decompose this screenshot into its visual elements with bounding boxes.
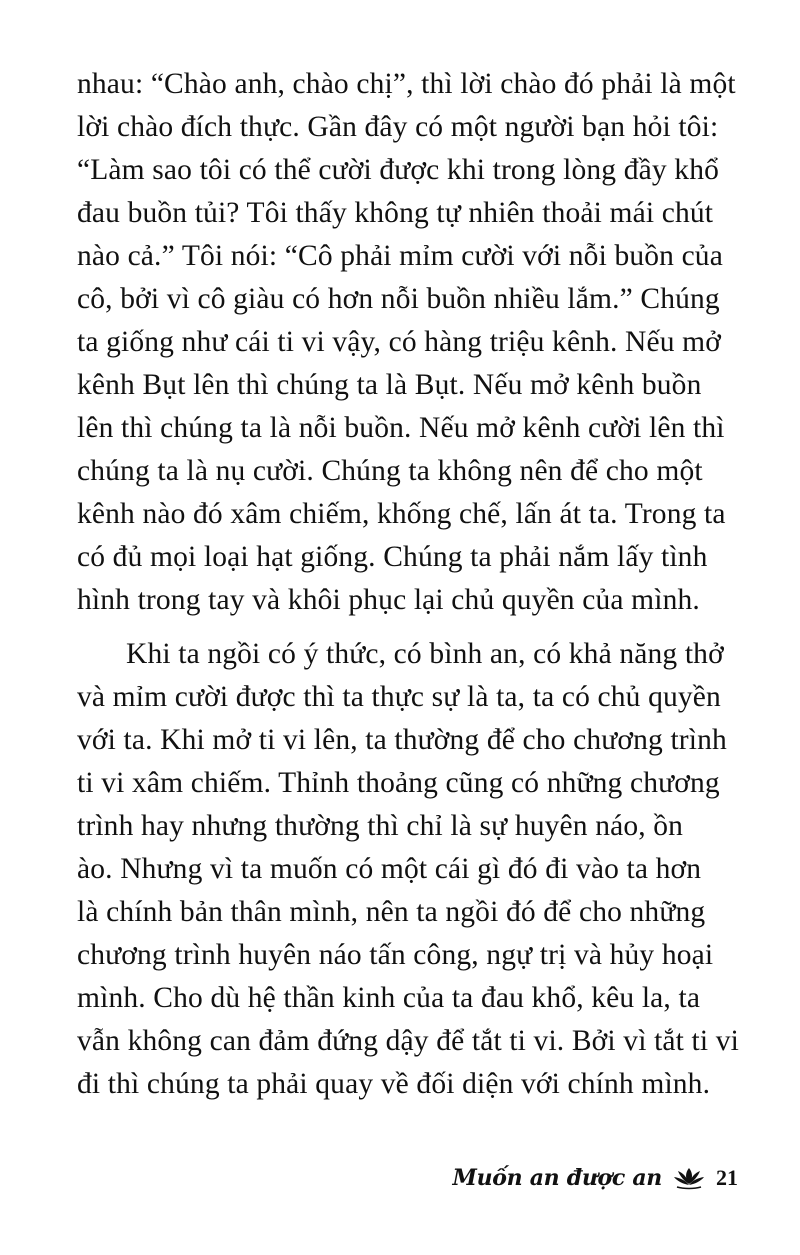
text-line: hình trong tay và khôi phục lại chủ quyền của mình. xyxy=(77,584,700,616)
text-line: chương trình huyên náo tấn công, ngự trị và hủy hoại xyxy=(77,939,714,971)
text-line: Khi ta ngồi có ý thức, có bình an, có khả năng thở xyxy=(126,638,724,670)
text-line: là chính bản thân mình, nên ta ngồi đó để cho những xyxy=(77,896,706,928)
running-book-title: Muốn an được an xyxy=(452,1165,662,1191)
body-paragraph-2 xyxy=(77,633,747,1106)
text-line: ta giống như cái ti vi vậy, có hàng triệu kênh. Nếu mở xyxy=(77,326,722,358)
text-line: ti vi xâm chiếm. Thỉnh thoảng cũng có những chương xyxy=(77,767,720,799)
text-line: mình. Cho dù hệ thần kinh của ta đau khổ, kêu la, ta xyxy=(77,982,701,1014)
page-number: 21 xyxy=(716,1165,738,1190)
text-line: trình hay nhưng thường thì chỉ là sự huyên náo, ồn xyxy=(77,810,684,842)
text-line: nhau: “Chào anh, chào chị”, thì lời chào đó phải là một xyxy=(77,68,736,100)
text-line: đi thì chúng ta phải quay về đối diện với chính mình. xyxy=(77,1068,711,1100)
text-line: có đủ mọi loại hạt giống. Chúng ta phải nắm lấy tình xyxy=(77,541,708,573)
page-footer xyxy=(453,1158,738,1198)
text-line: nào cả.” Tôi nói: “Cô phải mỉm cười với nỗi buồn của xyxy=(77,240,723,272)
body-paragraph-1 xyxy=(77,63,747,622)
text-line: lên thì chúng ta là nỗi buồn. Nếu mở kênh cười lên thì xyxy=(77,412,725,444)
text-line: kênh Bụt lên thì chúng ta là Bụt. Nếu mở kênh buồn xyxy=(77,369,702,401)
text-line: với ta. Khi mở ti vi lên, ta thường để cho chương trình xyxy=(77,724,727,756)
text-line: đau buồn tủi? Tôi thấy không tự nhiên thoải mái chút xyxy=(77,197,714,229)
text-line: chúng ta là nụ cười. Chúng ta không nên để cho một xyxy=(77,455,703,487)
text-line: cô, bởi vì cô giàu có hơn nỗi buồn nhiều lắm.” Chúng xyxy=(77,283,720,315)
text-line: lời chào đích thực. Gần đây có một người bạn hỏi tôi: xyxy=(77,111,719,143)
text-line: kênh nào đó xâm chiếm, khống chế, lấn át ta. Trong ta xyxy=(77,498,726,530)
text-line: vẫn không can đảm đứng dậy để tắt ti vi. Bởi vì tắt ti vi xyxy=(77,1025,739,1057)
text-line: ào. Nhưng vì ta muốn có một cái gì đó đi vào ta hơn xyxy=(77,853,702,885)
lotus-icon xyxy=(672,1166,706,1190)
text-line: “Làm sao tôi có thể cười được khi trong lòng đầy khổ xyxy=(77,154,719,186)
text-line: và mỉm cười được thì ta thực sự là ta, ta có chủ quyền xyxy=(77,681,721,713)
